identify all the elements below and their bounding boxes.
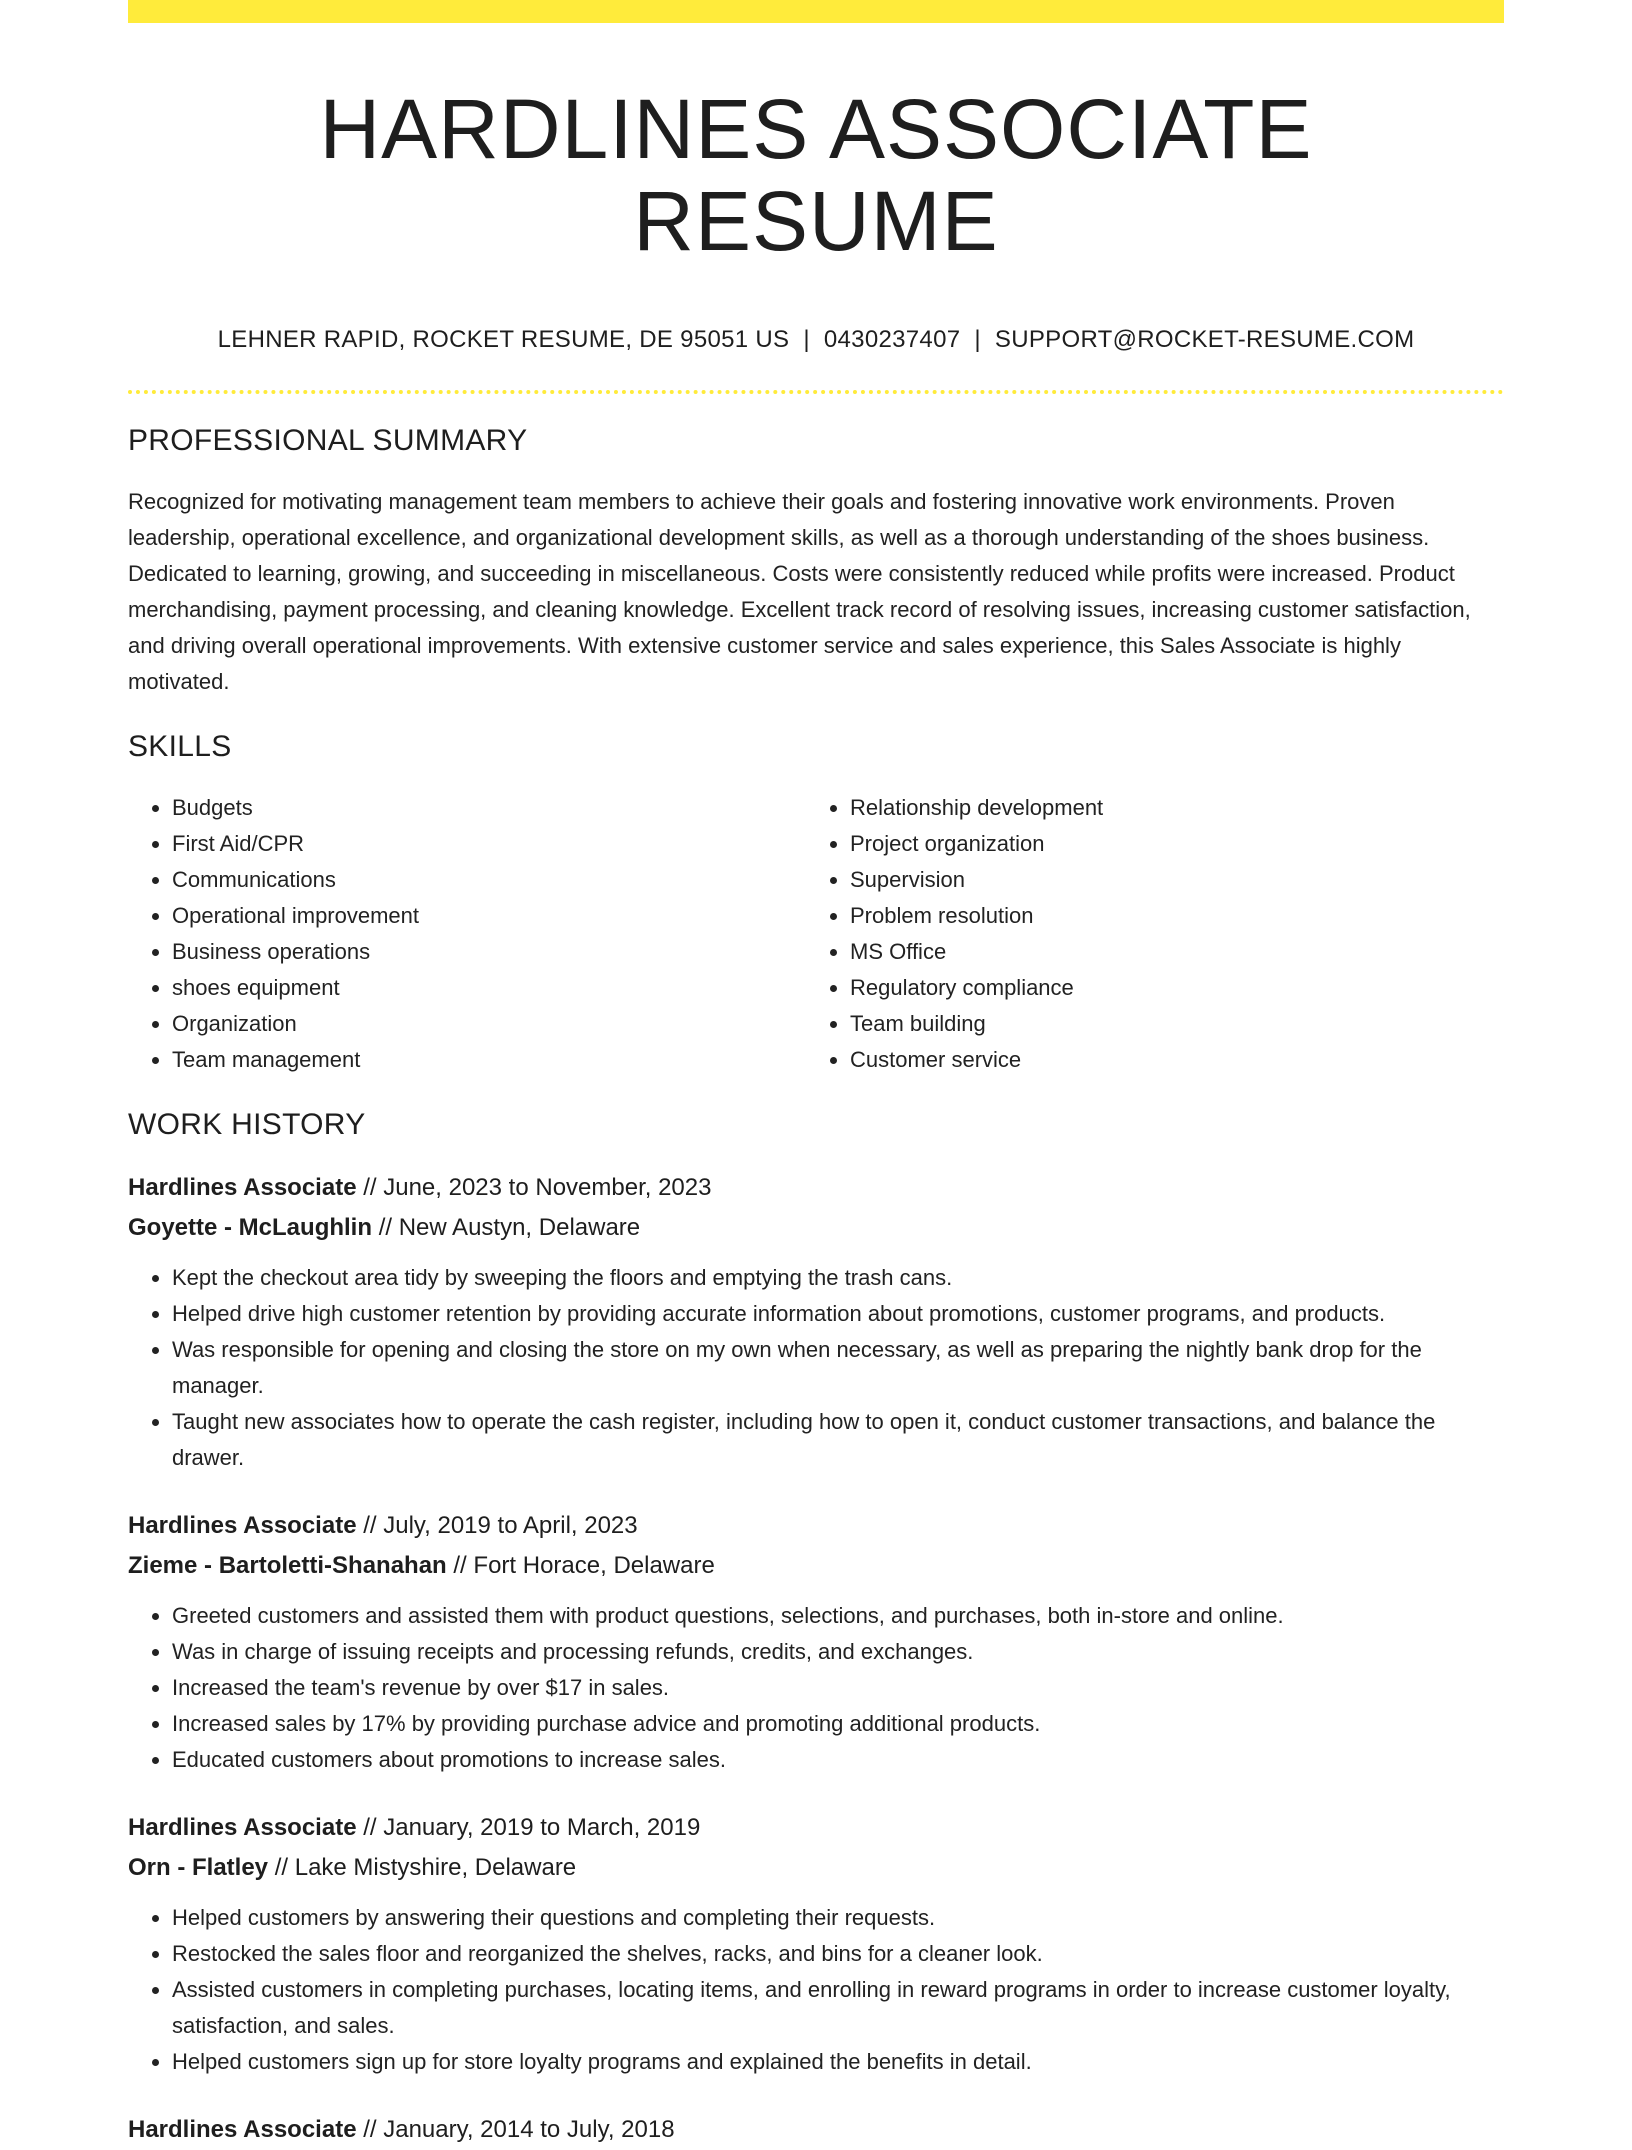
- skills-section: [128, 730, 1504, 1078]
- skill-item: • Project organization: [850, 826, 1484, 862]
- job-company-line: [128, 1848, 1504, 1888]
- job-entry: [128, 1506, 1504, 1778]
- job-bullet: • Was in charge of issuing receipts and processing refunds, credits, and exchanges.: [172, 1634, 1504, 1670]
- job-bullet: • Increased sales by 17% by providing purchase advice and promoting additional products.: [172, 1706, 1504, 1742]
- contact-separator: |: [974, 325, 981, 353]
- job-title-line: [128, 1808, 1504, 1848]
- skill-item: • Team management: [172, 1042, 806, 1078]
- skill-item: • First Aid/CPR: [172, 826, 806, 862]
- job-title-line: [128, 1506, 1504, 1546]
- skill-item: • Customer service: [850, 1042, 1484, 1078]
- job-separator: //: [378, 1213, 393, 1241]
- skill-item: • Business operations: [172, 934, 806, 970]
- job-bullet: • Assisted customers in completing purchases, locating items, and enrolling in reward programs in order to increase customer loyalty, satisfaction, and sales.: [172, 1972, 1504, 2044]
- accent-top-bar: [128, 0, 1504, 23]
- summary-section: [128, 424, 1504, 700]
- job-entry: [128, 2110, 1504, 2150]
- job-company: Orn - Flatley: [128, 1853, 269, 1881]
- job-dates: June, 2023 to November, 2023: [383, 1173, 712, 1201]
- job-dates: January, 2019 to March, 2019: [383, 1813, 701, 1841]
- job-separator: //: [274, 1853, 289, 1881]
- job-bullet: • Greeted customers and assisted them with product questions, selections, and purchases, both in-store and online.: [172, 1598, 1504, 1634]
- job-bullet: • Was responsible for opening and closing the store on my own when necessary, as well as preparing the nightly bank drop for the manager.: [172, 1332, 1504, 1404]
- job-title-line: [128, 1168, 1504, 1208]
- resume-page: [128, 0, 1504, 2143]
- job-bullets: [128, 1598, 1504, 1778]
- job-bullets: [128, 1900, 1504, 2080]
- job-bullet: • Kept the checkout area tidy by sweeping the floors and emptying the trash cans.: [172, 1260, 1504, 1296]
- job-bullet: • Educated customers about promotions to increase sales.: [172, 1742, 1504, 1778]
- skills-list-right: [806, 790, 1484, 1078]
- skill-item: • Organization: [172, 1006, 806, 1042]
- skill-item: • Regulatory compliance: [850, 970, 1484, 1006]
- summary-text: Recognized for motivating management team members to achieve their goals and fostering innovative work environments. Proven leadership, operational excellence, and organizational development skills, as well as a thorough understanding of the shoes business. Dedicated to learning, growing, and succeeding in miscellaneous. Costs were consistently reduced while profits were increased. Product merchandising, payment processing, and cleaning knowledge. Excellent track record of resolving issues, increasing customer satisfaction, and driving overall operational improvements. With extensive customer service and sales experience, this Sales Associate is highly motivated.: [128, 488, 1471, 694]
- skills-heading: SKILLS: [128, 729, 232, 763]
- job-title: Hardlines Associate: [128, 1173, 357, 1201]
- job-company-line: [128, 1546, 1504, 1586]
- job-company-line: [128, 1208, 1504, 1248]
- skills-columns: [128, 790, 1504, 1078]
- summary-heading: PROFESSIONAL SUMMARY: [128, 423, 528, 457]
- job-bullet: • Taught new associates how to operate the cash register, including how to open it, conduct customer transactions, and balance the drawer.: [172, 1404, 1504, 1476]
- contact-phone: 0430237407: [823, 325, 961, 353]
- job-bullet: • Helped customers by answering their questions and completing their requests.: [172, 1900, 1504, 1936]
- skill-item: • Communications: [172, 862, 806, 898]
- job-bullet: • Helped customers sign up for store loyalty programs and explained the benefits in detail.: [172, 2044, 1504, 2080]
- job-title: Hardlines Associate: [128, 2115, 357, 2143]
- job-entry: [128, 1168, 1504, 1476]
- job-title: Hardlines Associate: [128, 1511, 357, 1539]
- contact-email: SUPPORT@ROCKET-RESUME.COM: [994, 325, 1415, 353]
- contact-line: [128, 326, 1504, 354]
- job-title: Hardlines Associate: [128, 1813, 357, 1841]
- job-dates: January, 2014 to July, 2018: [383, 2115, 675, 2143]
- skill-item: • Operational improvement: [172, 898, 806, 934]
- job-separator: //: [363, 2115, 377, 2143]
- job-location: New Austyn, Delaware: [398, 1213, 641, 1241]
- job-title-line: [128, 2110, 1504, 2150]
- work-history-heading: WORK HISTORY: [128, 1107, 366, 1141]
- job-entry: [128, 1808, 1504, 2080]
- job-separator: //: [453, 1551, 467, 1579]
- skill-item: • Relationship development: [850, 790, 1484, 826]
- contact-separator: |: [803, 325, 810, 353]
- job-separator: //: [363, 1511, 377, 1539]
- skills-list-left: [128, 790, 806, 1078]
- job-separator: //: [363, 1173, 377, 1201]
- job-bullets: [128, 1260, 1504, 1476]
- job-location: Fort Horace, Delaware: [473, 1551, 715, 1579]
- job-company: Goyette - McLaughlin: [128, 1213, 373, 1241]
- skill-item: • MS Office: [850, 934, 1484, 970]
- job-bullet: • Helped drive high customer retention by providing accurate information about promotions, customer programs, and products.: [172, 1296, 1504, 1332]
- dotted-divider: [128, 390, 1504, 394]
- resume-title: HARDLINES ASSOCIATE RESUME: [319, 82, 1313, 269]
- job-bullet: • Increased the team's revenue by over $17 in sales.: [172, 1670, 1504, 1706]
- skill-item: • Team building: [850, 1006, 1484, 1042]
- skill-item: • Budgets: [172, 790, 806, 826]
- job-company: Zieme - Bartoletti-Shanahan: [128, 1551, 447, 1579]
- job-separator: //: [363, 1813, 377, 1841]
- contact-address: LEHNER RAPID, ROCKET RESUME, DE 95051 US: [217, 325, 790, 353]
- skill-item: • shoes equipment: [172, 970, 806, 1006]
- work-history-section: [128, 1108, 1504, 2150]
- skill-item: • Problem resolution: [850, 898, 1484, 934]
- job-location: Lake Mistyshire, Delaware: [294, 1853, 577, 1881]
- skill-item: • Supervision: [850, 862, 1484, 898]
- job-dates: July, 2019 to April, 2023: [383, 1511, 638, 1539]
- job-bullet: • Restocked the sales floor and reorganized the shelves, racks, and bins for a cleaner look.: [172, 1936, 1504, 1972]
